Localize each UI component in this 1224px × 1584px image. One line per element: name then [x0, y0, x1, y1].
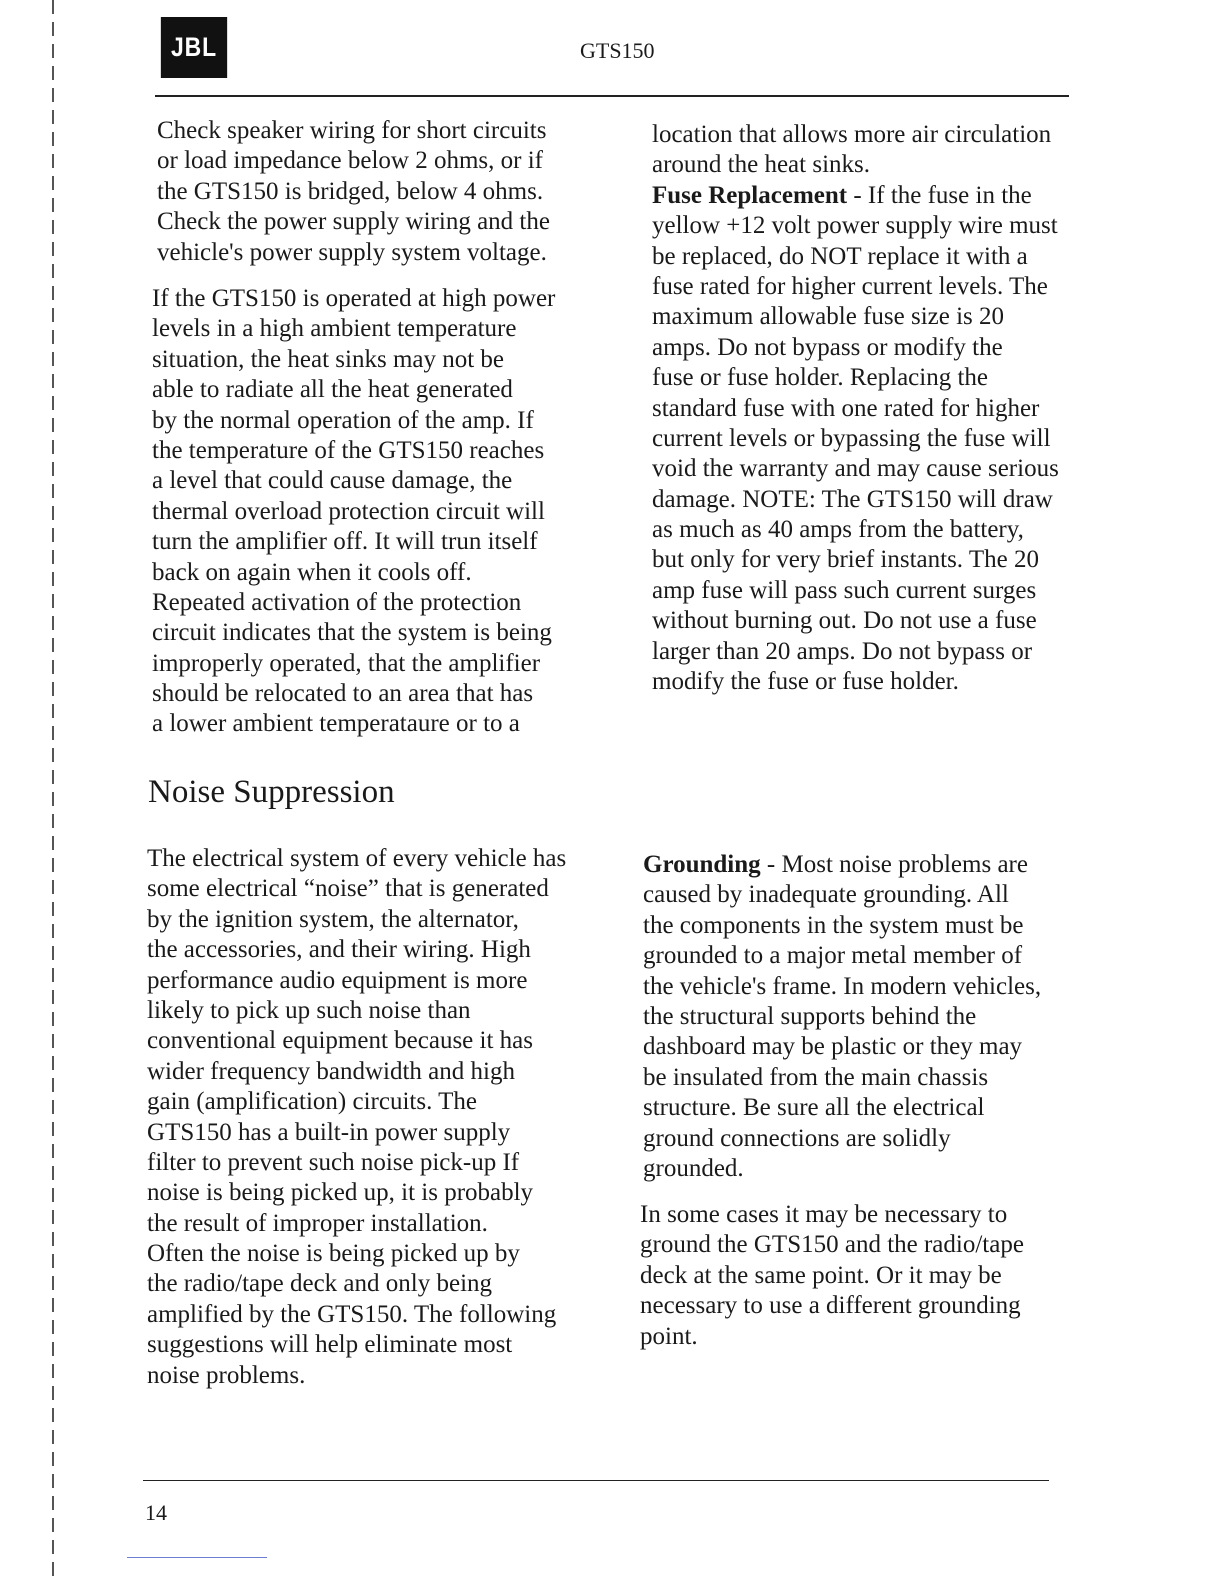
- text-line: GTS150 has a built-in power supply: [147, 1118, 511, 1146]
- text-line: levels in a high ambient temperature: [152, 315, 517, 343]
- paragraph-common-ground: [640, 1200, 1024, 1352]
- section-heading: Noise Suppression: [148, 774, 395, 810]
- run-in-heading: Grounding: [643, 851, 761, 878]
- text-line: likely to pick up such noise than: [147, 996, 471, 1024]
- text-line: point.: [640, 1322, 698, 1350]
- text-line: around the heat sinks.: [652, 151, 871, 179]
- text-line: standard fuse with one rated for higher: [652, 394, 1040, 422]
- paragraph-speaker-wiring: [157, 116, 550, 268]
- text-line: thermal overload protection circuit will: [152, 497, 545, 525]
- text-line: grounded to a major metal member of: [643, 942, 1023, 970]
- text-line: The electrical system of every vehicle has: [147, 845, 567, 872]
- text-line: the accessories, and their wiring. High: [147, 936, 531, 964]
- text-line: yellow +12 volt power supply wire must: [652, 212, 1058, 240]
- text-line: able to radiate all the heat generated: [152, 376, 513, 404]
- text-line: amps. Do not bypass or modify the: [652, 333, 1003, 361]
- text-line: turn the amplifier off. It will trun itself: [152, 528, 538, 556]
- jbl-logo: JBL: [161, 17, 227, 78]
- text-line: amp fuse will pass such current surges: [652, 576, 1037, 604]
- text-line: improperly operated, that the amplifier: [152, 649, 541, 677]
- text-line: situation, the heat sinks may not be: [152, 345, 505, 373]
- line-text: - If the fuse in the: [847, 181, 1032, 209]
- text-line: grounded.: [643, 1154, 744, 1182]
- text-line: conventional equipment because it has: [147, 1027, 533, 1055]
- text-line: wider frequency bandwidth and high: [147, 1057, 515, 1085]
- text-line: but only for very brief instants. The 20: [652, 546, 1039, 574]
- text-line: the GTS150 is bridged, below 4 ohms.: [157, 177, 544, 205]
- text-line: the structural supports behind the: [643, 1002, 977, 1030]
- text-line: Check speaker wiring for short circuits: [157, 117, 547, 144]
- text-line: be replaced, do NOT replace it with a: [652, 242, 1028, 270]
- text-line: dashboard may be plastic or they may: [643, 1033, 1023, 1061]
- text-line: by the normal operation of the amp. If: [152, 406, 534, 434]
- text-line: Check the power supply wiring and the: [157, 208, 550, 236]
- paragraph-electrical-noise: [147, 844, 566, 1391]
- text-line: fuse or fuse holder. Replacing the: [652, 364, 989, 392]
- header-title: GTS150: [580, 38, 655, 63]
- text-line: In some cases it may be necessary to: [640, 1201, 1008, 1228]
- text-line: by the ignition system, the alternator,: [147, 905, 519, 933]
- text-line: ground the GTS150 and the radio/tape: [640, 1231, 1024, 1259]
- paragraph-fuse-replacement: [652, 120, 1059, 697]
- text-line: or load impedance below 2 ohms, or if: [157, 147, 544, 175]
- text-line: [652, 181, 1059, 211]
- text-line: modify the fuse or fuse holder.: [652, 668, 959, 696]
- text-line: Repeated activation of the protection: [152, 588, 522, 616]
- text-line: the result of improper installation.: [147, 1209, 488, 1237]
- text-line: circuit indicates that the system is being: [152, 619, 552, 647]
- text-line: some electrical “noise” that is generated: [147, 875, 549, 903]
- text-line: a lower ambient temperataure or to a: [152, 710, 520, 738]
- text-line: suggestions will help eliminate most: [147, 1331, 513, 1359]
- text-line: back on again when it cools off.: [152, 558, 472, 586]
- text-line: the temperature of the GTS150 reaches: [152, 436, 545, 464]
- text-line: be insulated from the main chassis: [643, 1063, 989, 1091]
- text-line: performance audio equipment is more: [147, 966, 528, 994]
- text-line: a level that could cause damage, the: [152, 467, 513, 495]
- text-line: gain (amplification) circuits. The: [147, 1088, 477, 1116]
- text-line: should be relocated to an area that has: [152, 680, 534, 708]
- text-line: vehicle's power supply system voltage.: [157, 238, 547, 266]
- text-line: noise problems.: [147, 1361, 306, 1389]
- text-line: fuse rated for higher current levels. The: [652, 272, 1048, 300]
- text-line: as much as 40 amps from the battery,: [652, 516, 1024, 544]
- scan-margin-line: [52, 0, 54, 1584]
- paragraph-grounding: [643, 850, 1041, 1184]
- text-line: the components in the system must be: [643, 911, 1024, 939]
- text-line: maximum allowable fuse size is 20: [652, 303, 1005, 331]
- header-rule: [155, 95, 1069, 97]
- text-line: the vehicle's frame. In modern vehicles,: [643, 972, 1042, 1000]
- footer-rule: [143, 1480, 1049, 1481]
- text-line: deck at the same point. Or it may be: [640, 1261, 1002, 1289]
- scan-blue-mark: [127, 1557, 267, 1558]
- text-line: structure. Be sure all the electrical: [643, 1094, 985, 1122]
- text-line: location that allows more air circulation: [652, 121, 1052, 148]
- text-line: necessary to use a different grounding: [640, 1292, 1021, 1320]
- page-number: 14: [145, 1500, 167, 1525]
- text-line: without burning out. Do not use a fuse: [652, 607, 1037, 635]
- text-line: noise is being picked up, it is probably: [147, 1179, 534, 1207]
- text-line: filter to prevent such noise pick-up If: [147, 1148, 520, 1176]
- text-line: ground connections are solidly: [643, 1124, 951, 1152]
- text-line: damage. NOTE: The GTS150 will draw: [652, 485, 1053, 513]
- paragraph-thermal-protection: [152, 284, 555, 740]
- run-in-heading: Fuse Replacement: [652, 181, 848, 209]
- text-line: current levels or bypassing the fuse will: [652, 424, 1051, 452]
- text-line: If the GTS150 is operated at high power: [152, 285, 556, 312]
- text-line: the radio/tape deck and only being: [147, 1270, 493, 1298]
- text-line: caused by inadequate grounding. All: [643, 881, 1009, 909]
- text-line: amplified by the GTS150. The following: [147, 1300, 557, 1328]
- text-line: larger than 20 amps. Do not bypass or: [652, 637, 1033, 665]
- text-line: Often the noise is being picked up by: [147, 1240, 520, 1268]
- text-line: void the warranty and may cause serious: [652, 455, 1059, 483]
- text-line: [643, 850, 1041, 880]
- line-text: - Most noise problems are: [760, 851, 1028, 878]
